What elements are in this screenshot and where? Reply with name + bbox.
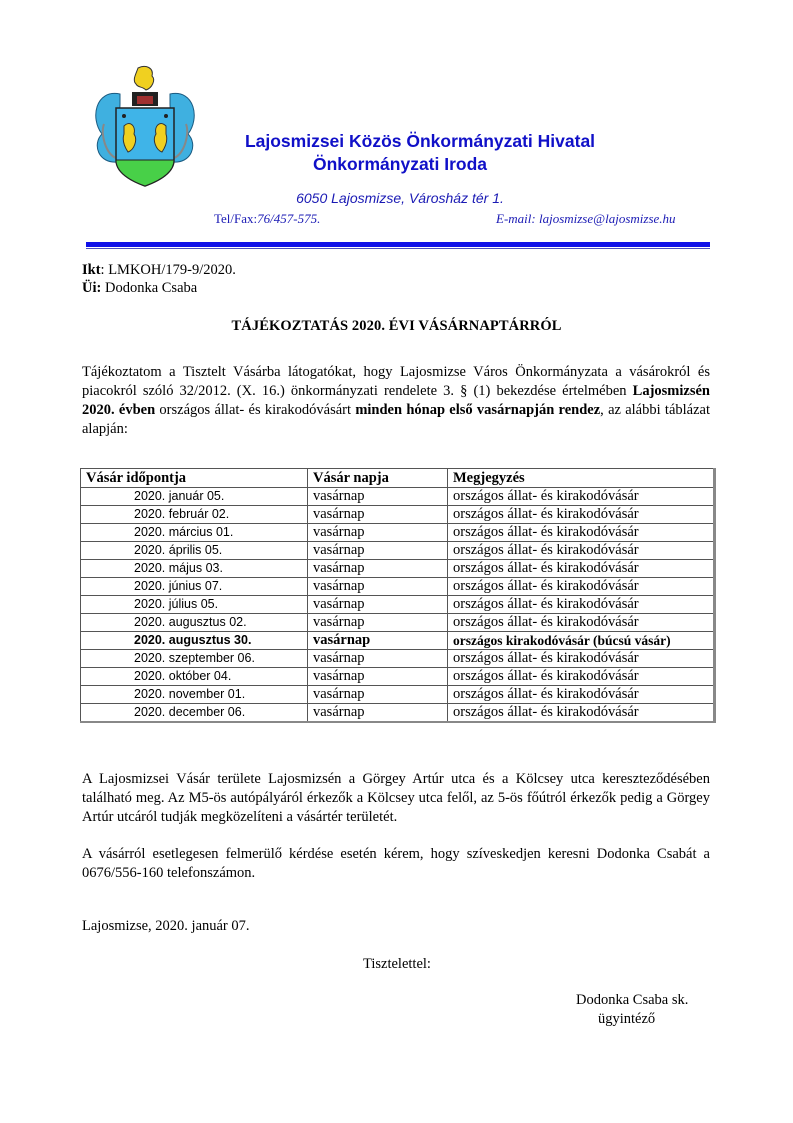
table-row [81, 542, 715, 560]
email-link[interactable]: lajosmizse@lajosmizse.hu [538, 211, 676, 226]
telfax-label: Tel/Fax: [214, 211, 258, 226]
intro-text-1: Tájékoztatom a Tisztelt Vásárba látogatókat, hogy Lajosmizse Város Önkormányzata a vásárokról és piacokról szóló 32/2012. (X. 16.) önkormányzati rendelete 3. § (1) bekezdése értelmében [82, 364, 710, 399]
cell-note: országos állat- és kirakodóvásár [448, 506, 715, 524]
cell-day: vasárnap [308, 668, 448, 686]
table-row [81, 614, 715, 632]
cell-date: 2020. október 04. [81, 668, 308, 686]
cell-date: 2020. augusztus 30. [81, 632, 308, 650]
org-address: 6050 Lajosmizse, Városház tér 1. [296, 190, 504, 206]
cell-note: országos állat- és kirakodóvásár [448, 686, 715, 704]
table-row [81, 506, 715, 524]
cell-day: vasárnap [308, 506, 448, 524]
cell-date: 2020. május 03. [81, 560, 308, 578]
table-row [81, 596, 715, 614]
table-row [81, 668, 715, 686]
cell-date: 2020. február 02. [81, 506, 308, 524]
intro-text-3: , az alábbi táblázat alapján: [82, 402, 711, 437]
table-row [81, 686, 715, 704]
cell-day: vasárnap [308, 542, 448, 560]
closing-regards: Tisztelettel: [363, 956, 431, 972]
cell-day: vasárnap [308, 578, 448, 596]
table-row [81, 704, 715, 723]
intro-bold-2: minden hónap első vasárnapján rendez [355, 402, 601, 418]
cell-day: vasárnap [308, 686, 448, 704]
cell-note: országos állat- és kirakodóvásár [448, 488, 715, 506]
cell-note: országos állat- és kirakodóvásár [448, 596, 715, 614]
org-name: Lajosmizsei Közös Önkormányzati Hivatal [244, 131, 596, 151]
signer-name: Dodonka Csaba sk. [576, 992, 689, 1008]
cell-note: országos állat- és kirakodóvásár [448, 524, 715, 542]
cell-note: országos állat- és kirakodóvásár [448, 542, 715, 560]
intro-text-2: országos állat- és kirakodóvásárt [155, 402, 356, 418]
table-row [81, 560, 715, 578]
email [496, 211, 676, 227]
cell-note: országos állat- és kirakodóvásár [448, 668, 715, 686]
cell-day: vasárnap [308, 596, 448, 614]
header-divider-thin [86, 248, 710, 249]
header-divider [86, 242, 710, 247]
cell-date: 2020. április 05. [81, 542, 308, 560]
cell-note: országos állat- és kirakodóvásár [448, 560, 715, 578]
signer-role: ügyintéző [598, 1011, 656, 1027]
table-header-row [81, 469, 715, 488]
file-number-label: Ikt [82, 262, 101, 278]
column-header-date: Vásár időpontja [81, 469, 308, 488]
cell-note: országos állat- és kirakodóvásár [448, 578, 715, 596]
case-officer-label: Üi: [82, 280, 102, 296]
document-meta [82, 261, 236, 297]
cell-day: vasárnap [308, 614, 448, 632]
place-and-date: Lajosmizse, 2020. január 07. [82, 918, 250, 934]
location-paragraph: A Lajosmizsei Vásár területe Lajosmizsén a Görgey Artúr utca és a Kölcsey utca kereszteződésében található meg. Az M5-ös autópályáról érkezők a Kölcsey utca felől, az 5-ös főútról érkezők pedig a Görgey Artúr utcáról tudják megközelíteni a vásártér területét. [82, 771, 710, 825]
case-officer-value: Dodonka Csaba [101, 280, 198, 296]
file-number [82, 261, 236, 279]
table-row-highlighted [81, 632, 715, 650]
cell-day: vasárnap [308, 650, 448, 668]
column-header-day: Vásár napja [308, 469, 448, 488]
cell-note: országos állat- és kirakodóvásár [448, 650, 715, 668]
cell-date: 2020. december 06. [81, 704, 308, 723]
cell-date: 2020. január 05. [81, 488, 308, 506]
cell-day: vasárnap [308, 704, 448, 723]
cell-date: 2020. július 05. [81, 596, 308, 614]
table-row [81, 578, 715, 596]
org-unit: Önkormányzati Iroda [312, 154, 488, 174]
cell-day: vasárnap [308, 560, 448, 578]
cell-date: 2020. augusztus 02. [81, 614, 308, 632]
market-schedule-table [80, 468, 716, 723]
document-title: TÁJÉKOZTATÁS 2020. ÉVI VÁSÁRNAPTÁRRÓL [231, 318, 562, 334]
telfax [214, 211, 320, 227]
cell-note: országos állat- és kirakodóvásár [448, 704, 715, 723]
file-number-value: : LMKOH/179-9/2020. [100, 262, 236, 278]
cell-date: 2020. március 01. [81, 524, 308, 542]
email-label: E-mail: [496, 211, 539, 226]
case-officer [82, 279, 236, 297]
column-header-note: Megjegyzés [448, 469, 715, 488]
cell-date: 2020. szeptember 06. [81, 650, 308, 668]
table-row [81, 524, 715, 542]
contact-paragraph: A vásárról esetlegesen felmerülő kérdése esetén kérem, hogy szíveskedjen keresni Dodonka Csabát a 0676/556-160 telefonszámon. [82, 846, 710, 881]
cell-day: vasárnap [308, 524, 448, 542]
cell-note: országos állat- és kirakodóvásár [448, 614, 715, 632]
intro-bold-1: Lajosmizsén 2020. évben [82, 383, 710, 418]
table-row [81, 650, 715, 668]
cell-date: 2020. június 07. [81, 578, 308, 596]
cell-date: 2020. november 01. [81, 686, 308, 704]
cell-note: országos kirakodóvásár (búcsú vásár) [448, 632, 715, 650]
telfax-value: 76/457-575. [257, 211, 321, 226]
intro-paragraph [82, 363, 710, 439]
table-row [81, 488, 715, 506]
cell-day: vasárnap [308, 488, 448, 506]
cell-day: vasárnap [308, 632, 448, 650]
